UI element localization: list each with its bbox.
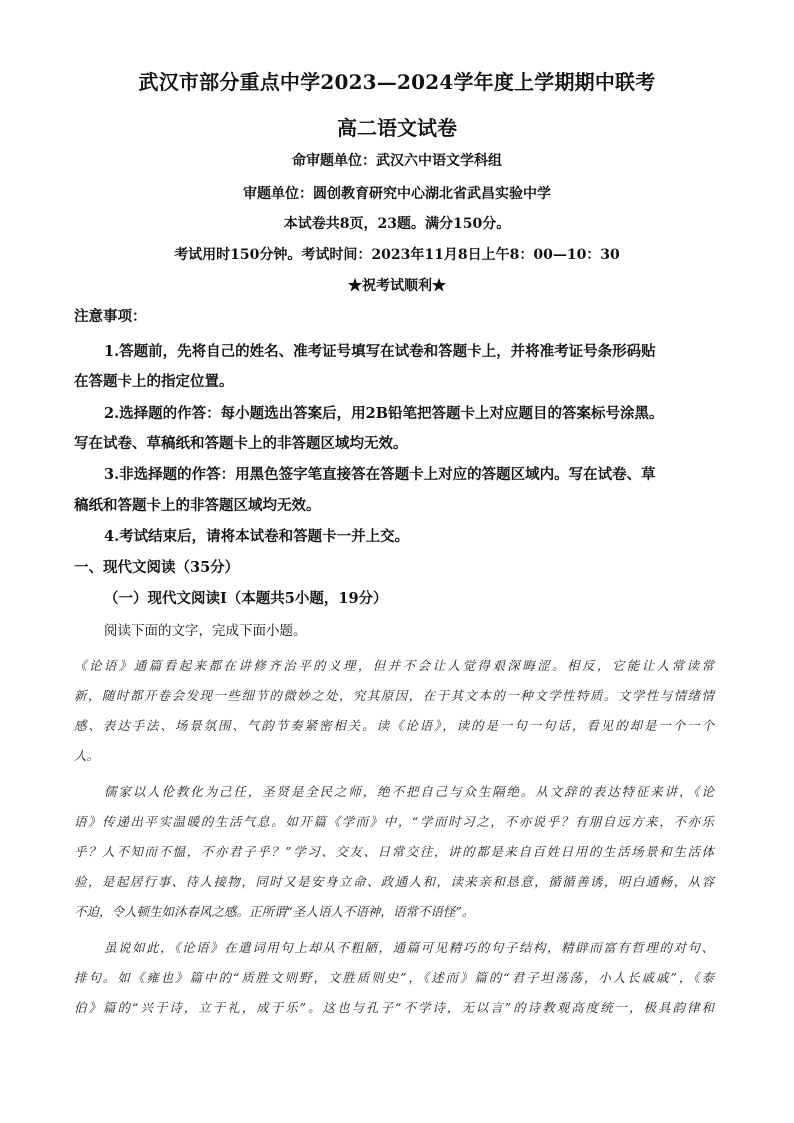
passage-line: 感、表达手法、场景氛围、气韵节奏紧密相关。读《论语》，读的是一句一句话，看见的却是一个一个 [74,718,714,733]
notice-heading: 注意事项： [74,308,147,325]
notice-line: 3.非选择题的作答：用黑色签字笔直接答在答题卡上对应的答题区域内。写在试卷、草 [104,466,656,483]
passage-line: 人。 [74,748,100,763]
notice-line: 写在试卷、草稿纸和答题卡上的非答题区域均无效。 [74,435,408,452]
subsection-heading: （一）现代文阅读Ⅰ（本题共5小题，19分） [104,590,388,607]
passage-line: 语》传递出平实温暖的生活气息。如开篇《学而》中，“学而时习之，不亦说乎？有朋自远方来，不亦乐 [74,814,714,829]
time-line: 考试用时150分钟。考试时间：2023年11月8日上午8：00—10：30 [174,247,620,263]
passage-line: 伯》篇的“兴于诗，立于礼，成于乐”。这也与孔子“不学诗，无以言”的诗教观高度统一，极具韵律和 [74,1000,714,1015]
section-heading: 一、现代文阅读（35分） [74,559,240,576]
passage-line: 虽说如此，《论语》在遣词用句上却从不粗陋，通篇可见精巧的句子结构，精辟而富有哲理的对句、 [104,940,714,955]
notice-line: 1.答题前，先将自己的姓名、准考证号填写在试卷和答题卡上，并将准考证号条形码贴 [104,343,656,360]
passage-line: 儒家以人伦教化为己任，圣贤是全民之师，绝不把自己与众生隔绝。从文辞的表达特征来讲，《论 [104,784,714,799]
exam-title: 武汉市部分重点中学2023—2024学年度上学期期中联考 [138,70,656,94]
passage-line: 乎？人不知而不愠，不亦君子乎？”学习、交友、日常交往，讲的都是来自百姓日用的生活场景和生活体 [74,844,714,859]
passage-line: 不迫，令人顿生如沐春风之感。正所谓“圣人语人不语神，语常不语怪”。 [74,904,475,919]
pages-line: 本试卷共8页，23题。满分150分。 [283,216,511,232]
notice-line: 4.考试结束后，请将本试卷和答题卡一并上交。 [104,528,410,545]
passage-line: 排句。如《雍也》篇中的“质胜文则野，文胜质则史”，《述而》篇的“君子坦荡荡，小人长戚戚”，《泰 [74,970,714,985]
exam-subtitle: 高二语文试卷 [337,116,457,140]
passage-line: 新，随时都开卷会发现一些细节的微妙之处，究其原因，在于其文本的一种文学性特质。文学性与情绪情 [74,688,714,703]
notice-line: 稿纸和答题卡上的非答题区域均无效。 [74,497,321,514]
passage-line: 验，是起居行事、待人接物，同时又是安身立命、政通人和，读来亲和恳意，循循善诱，明白通畅，从容 [74,874,714,889]
passage-line: 《论语》通篇看起来都在讲修齐治平的义理，但并不会让人觉得艰深晦涩。相反，它能让人常读常 [74,658,714,673]
notice-line: 在答题卡上的指定位置。 [74,373,234,390]
instruction-text: 阅读下面的文字，完成下面小题。 [104,623,307,639]
wish-line: ★祝考试顺利★ [348,278,446,294]
setter-line: 命审题单位：武汉六中语文学科组 [292,153,502,169]
notice-line: 2.选择题的作答：每小题选出答案后，用2B铅笔把答题卡上对应题目的答案标号涂黑。 [104,405,664,422]
reviewer-line: 审题单位：圆创教育研究中心湖北省武昌实验中学 [243,186,551,202]
